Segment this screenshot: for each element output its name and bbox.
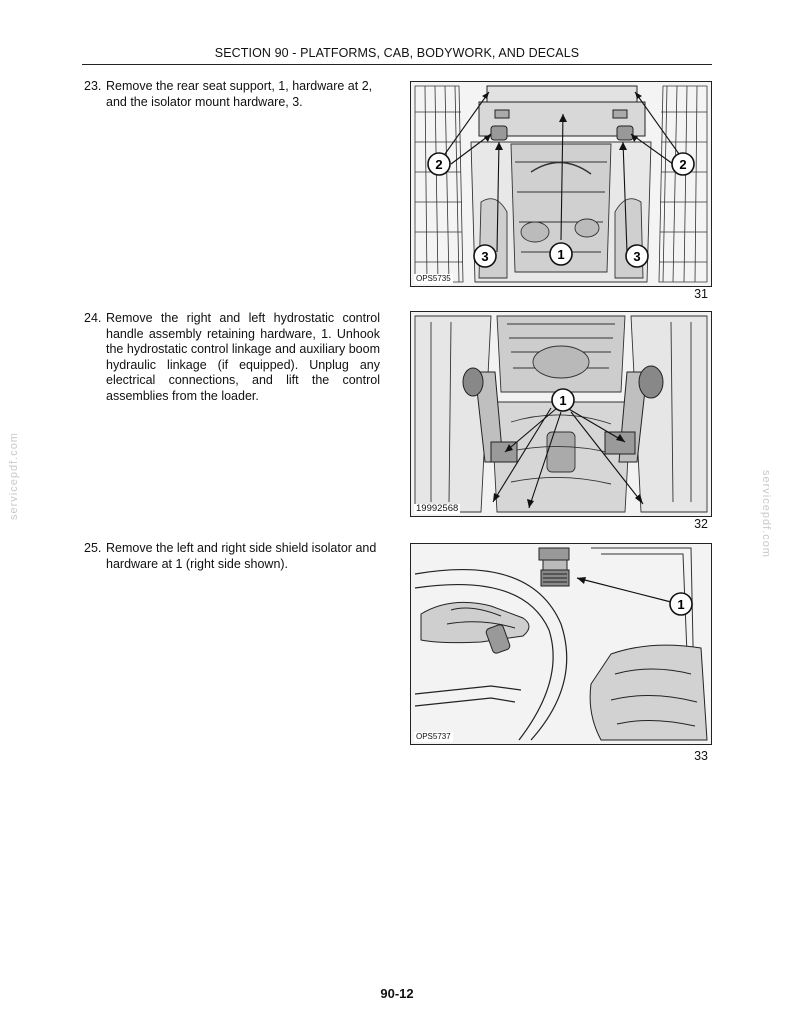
svg-text:1: 1 <box>559 393 567 408</box>
watermark-left: servicepdf.com <box>8 432 20 520</box>
step-text: Remove the rear seat support, 1, hardware at 2, and the isolator mount hardware, 3. <box>106 79 373 109</box>
header-rule <box>82 64 712 65</box>
callout-1 <box>550 243 572 265</box>
step-text: Remove the right and left hydrostatic control handle assembly retaining hardware, 1. Unhook the hydrostatic control linkage and auxiliary boom hydraulic linkage (if equipped). Unplug any electrical connections, and lift the control assemblies from the loader. <box>106 311 380 403</box>
step-number: 25. <box>84 541 102 555</box>
svg-text:2: 2 <box>679 157 687 172</box>
figure-31-seat-support <box>410 81 712 287</box>
step-number: 24. <box>84 311 102 325</box>
figure-number-32: 32 <box>694 517 708 531</box>
callout-2-right <box>672 153 694 175</box>
svg-text:2: 2 <box>435 157 443 172</box>
isolator-fitting <box>539 548 569 586</box>
figure-number-31: 31 <box>694 287 708 301</box>
svg-text:3: 3 <box>481 249 489 264</box>
watermark-right: servicepdf.com <box>760 470 772 558</box>
svg-text:1: 1 <box>677 597 685 612</box>
seat-support <box>479 86 645 140</box>
figure-code: OPS5735 <box>416 274 451 283</box>
section-header: SECTION 90 - PLATFORMS, CAB, BODYWORK, AND DECALS <box>214 46 580 60</box>
figure-33-side-shield-isolator <box>410 543 712 745</box>
frame-structure <box>415 316 707 512</box>
callout-2-left <box>428 153 450 175</box>
callout-1 <box>670 593 692 615</box>
figure-31-illustration <box>411 82 711 286</box>
step-23 <box>84 79 380 110</box>
callout-3-right <box>626 245 648 267</box>
figure-33-illustration <box>411 544 711 744</box>
step-text: Remove the left and right side shield isolator and hardware at 1 (right side shown). <box>106 541 377 571</box>
figure-32-hydrostatic-controls <box>410 311 712 517</box>
svg-text:3: 3 <box>633 249 641 264</box>
step-24 <box>84 311 380 405</box>
svg-text:1: 1 <box>557 247 565 262</box>
step-number: 23. <box>84 79 102 93</box>
figure-code: 19992568 <box>416 503 459 514</box>
figure-number-33: 33 <box>694 749 708 763</box>
step-25 <box>84 541 380 572</box>
figure-32-illustration <box>411 312 711 516</box>
callout-3-left <box>474 245 496 267</box>
figure-code: OPS5737 <box>416 732 451 741</box>
page-number: 90-12 <box>380 986 414 1001</box>
callout-1 <box>552 389 574 411</box>
